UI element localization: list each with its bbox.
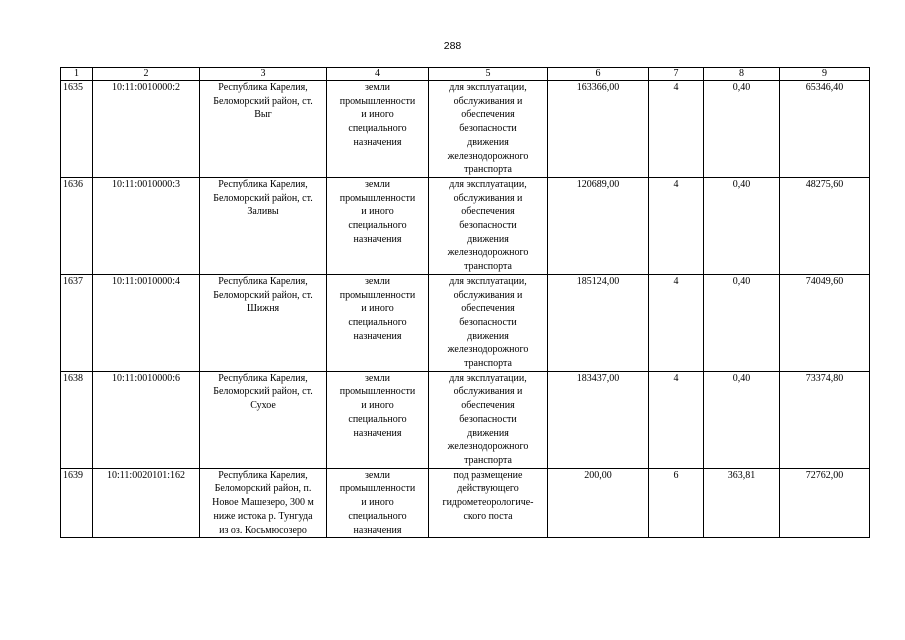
permitted-use-cell (429, 274, 548, 371)
land-category-cell-line: и иного (361, 109, 394, 121)
permitted-use-cell-line: обеспечения (461, 109, 515, 121)
land-category-cell-line: и иного (361, 303, 394, 315)
permitted-use-cell-line: движения (467, 330, 509, 342)
land-category-cell (327, 81, 429, 178)
header-cell: 8 (704, 68, 780, 81)
land-category-cell-line: назначения (353, 524, 402, 536)
permitted-use-cell-line: транспорта (464, 358, 512, 370)
permitted-use-cell-line: обслуживания и (453, 192, 523, 204)
location-cell (200, 177, 327, 274)
cadastral-number-cell: 10:11:0010000:4 (93, 274, 200, 371)
location-cell-line: Беломорский район, ст. (213, 95, 313, 107)
location-cell (200, 468, 327, 538)
table-row (61, 274, 870, 371)
location-cell-line: Республика Карелия, (218, 372, 308, 384)
group-cell: 4 (649, 81, 704, 178)
header-cell: 2 (93, 68, 200, 81)
rate-cell: 0,40 (704, 274, 780, 371)
area-cell: 183437,00 (548, 371, 649, 468)
land-category-cell-line: промышленности (339, 289, 416, 301)
land-category-cell-line: назначения (353, 427, 402, 439)
location-cell-line: Республика Карелия, (218, 469, 308, 481)
land-category-cell (327, 371, 429, 468)
land-category-cell-line: земли (364, 178, 391, 190)
permitted-use-cell-line: для эксплуатации, (449, 82, 527, 93)
table-row (61, 371, 870, 468)
permitted-use-cell (429, 468, 548, 538)
table-row (61, 468, 870, 538)
value-cell: 48275,60 (780, 177, 870, 274)
table-row (61, 177, 870, 274)
permitted-use-cell-line: обслуживания и (453, 386, 523, 398)
area-cell: 200,00 (548, 468, 649, 538)
land-category-cell-line: специального (348, 413, 407, 425)
table-row (61, 81, 870, 178)
land-category-cell (327, 468, 429, 538)
land-category-cell (327, 177, 429, 274)
land-category-cell-line: назначения (353, 233, 402, 245)
land-category-cell-line: и иного (361, 497, 394, 509)
land-category-cell-line: земли (364, 82, 391, 93)
header-row (61, 68, 870, 81)
location-cell-line: Выг (254, 109, 272, 121)
header-cell: 1 (61, 68, 93, 81)
value-cell: 65346,40 (780, 81, 870, 178)
area-cell: 163366,00 (548, 81, 649, 178)
location-cell-line: ниже истока р. Тунгуда (213, 510, 313, 522)
permitted-use-cell-line: обслуживания и (453, 289, 523, 301)
value-cell: 73374,80 (780, 371, 870, 468)
permitted-use-cell-line: ского поста (463, 510, 513, 522)
cadastral-number-cell: 10:11:0010000:6 (93, 371, 200, 468)
permitted-use-cell-line: для эксплуатации, (449, 275, 527, 287)
location-cell-line: Республика Карелия, (218, 82, 308, 93)
land-category-cell (327, 274, 429, 371)
header-cell: 9 (780, 68, 870, 81)
row-number-cell: 1636 (61, 177, 93, 274)
location-cell-line: Беломорский район, ст. (213, 386, 313, 398)
location-cell-line: Сухое (250, 400, 276, 412)
location-cell (200, 81, 327, 178)
rate-cell: 0,40 (704, 177, 780, 274)
header-cell: 4 (327, 68, 429, 81)
permitted-use-cell-line: железнодорожного (447, 441, 529, 453)
permitted-use-cell-line: железнодорожного (447, 150, 529, 162)
land-category-cell-line: промышленности (339, 192, 416, 204)
permitted-use-cell-line: обслуживания и (453, 95, 523, 107)
location-cell-line: Беломорский район, ст. (213, 192, 313, 204)
permitted-use-cell-line: безопасности (459, 123, 517, 135)
permitted-use-cell (429, 81, 548, 178)
location-cell-line: Беломорский район, ст. (213, 289, 313, 301)
land-registry-table (60, 67, 870, 538)
land-category-cell-line: специального (348, 510, 407, 522)
land-category-cell-line: земли (364, 275, 391, 287)
land-category-cell-line: и иного (361, 400, 394, 412)
header-cell: 7 (649, 68, 704, 81)
permitted-use-cell-line: под размещение (453, 469, 523, 481)
row-number-cell: 1635 (61, 81, 93, 178)
permitted-use-cell-line: железнодорожного (447, 247, 529, 259)
land-category-cell-line: земли (364, 372, 391, 384)
permitted-use-cell-line: транспорта (464, 164, 512, 176)
table-body (61, 81, 870, 538)
cadastral-number-cell: 10:11:0010000:3 (93, 177, 200, 274)
land-category-cell-line: промышленности (339, 386, 416, 398)
group-cell: 6 (649, 468, 704, 538)
location-cell-line: из оз. Косьмюсозеро (219, 524, 307, 536)
permitted-use-cell-line: действующего (457, 483, 519, 495)
land-category-cell-line: специального (348, 123, 407, 135)
location-cell-line: Заливы (247, 206, 279, 218)
location-cell-line: Республика Карелия, (218, 178, 308, 190)
location-cell-line: Шижня (246, 303, 280, 315)
location-cell-line: Беломорский район, п. (214, 483, 312, 495)
permitted-use-cell-line: обеспечения (461, 206, 515, 218)
permitted-use-cell-line: движения (467, 136, 509, 148)
permitted-use-cell-line: транспорта (464, 454, 512, 466)
permitted-use-cell-line: безопасности (459, 220, 517, 232)
row-number-cell: 1639 (61, 468, 93, 538)
permitted-use-cell-line: железнодорожного (447, 344, 529, 356)
land-category-cell-line: и иного (361, 206, 394, 218)
group-cell: 4 (649, 177, 704, 274)
land-category-cell-line: назначения (353, 136, 402, 148)
row-number-cell: 1637 (61, 274, 93, 371)
location-cell (200, 274, 327, 371)
permitted-use-cell-line: безопасности (459, 316, 517, 328)
land-category-cell-line: промышленности (339, 95, 416, 107)
area-cell: 185124,00 (548, 274, 649, 371)
permitted-use-cell (429, 177, 548, 274)
land-category-cell-line: специального (348, 220, 407, 232)
header-cell: 3 (200, 68, 327, 81)
permitted-use-cell-line: для эксплуатации, (449, 178, 527, 190)
header-cell: 6 (548, 68, 649, 81)
permitted-use-cell-line: транспорта (464, 261, 512, 273)
permitted-use-cell-line: обеспечения (461, 303, 515, 315)
rate-cell: 0,40 (704, 81, 780, 178)
permitted-use-cell-line: движения (467, 427, 509, 439)
location-cell-line: Республика Карелия, (218, 275, 308, 287)
permitted-use-cell-line: обеспечения (461, 400, 515, 412)
area-cell: 120689,00 (548, 177, 649, 274)
land-category-cell-line: земли (364, 469, 391, 481)
rate-cell: 363,81 (704, 468, 780, 538)
permitted-use-cell-line: для эксплуатации, (449, 372, 527, 384)
land-category-cell-line: специального (348, 316, 407, 328)
location-cell-line: Новое Машезеро, 300 м (212, 497, 314, 509)
group-cell: 4 (649, 274, 704, 371)
land-category-cell-line: промышленности (339, 483, 416, 495)
page-number: 288 (443, 40, 462, 52)
row-number-cell: 1638 (61, 371, 93, 468)
permitted-use-cell (429, 371, 548, 468)
value-cell: 74049,60 (780, 274, 870, 371)
group-cell: 4 (649, 371, 704, 468)
rate-cell: 0,40 (704, 371, 780, 468)
permitted-use-cell-line: гидрометеорологиче- (442, 497, 534, 509)
permitted-use-cell-line: движения (467, 233, 509, 245)
location-cell (200, 371, 327, 468)
permitted-use-cell-line: безопасности (459, 413, 517, 425)
value-cell: 72762,00 (780, 468, 870, 538)
cadastral-number-cell: 10:11:0010000:2 (93, 81, 200, 178)
header-cell: 5 (429, 68, 548, 81)
land-category-cell-line: назначения (353, 330, 402, 342)
cadastral-number-cell: 10:11:0020101:162 (93, 468, 200, 538)
